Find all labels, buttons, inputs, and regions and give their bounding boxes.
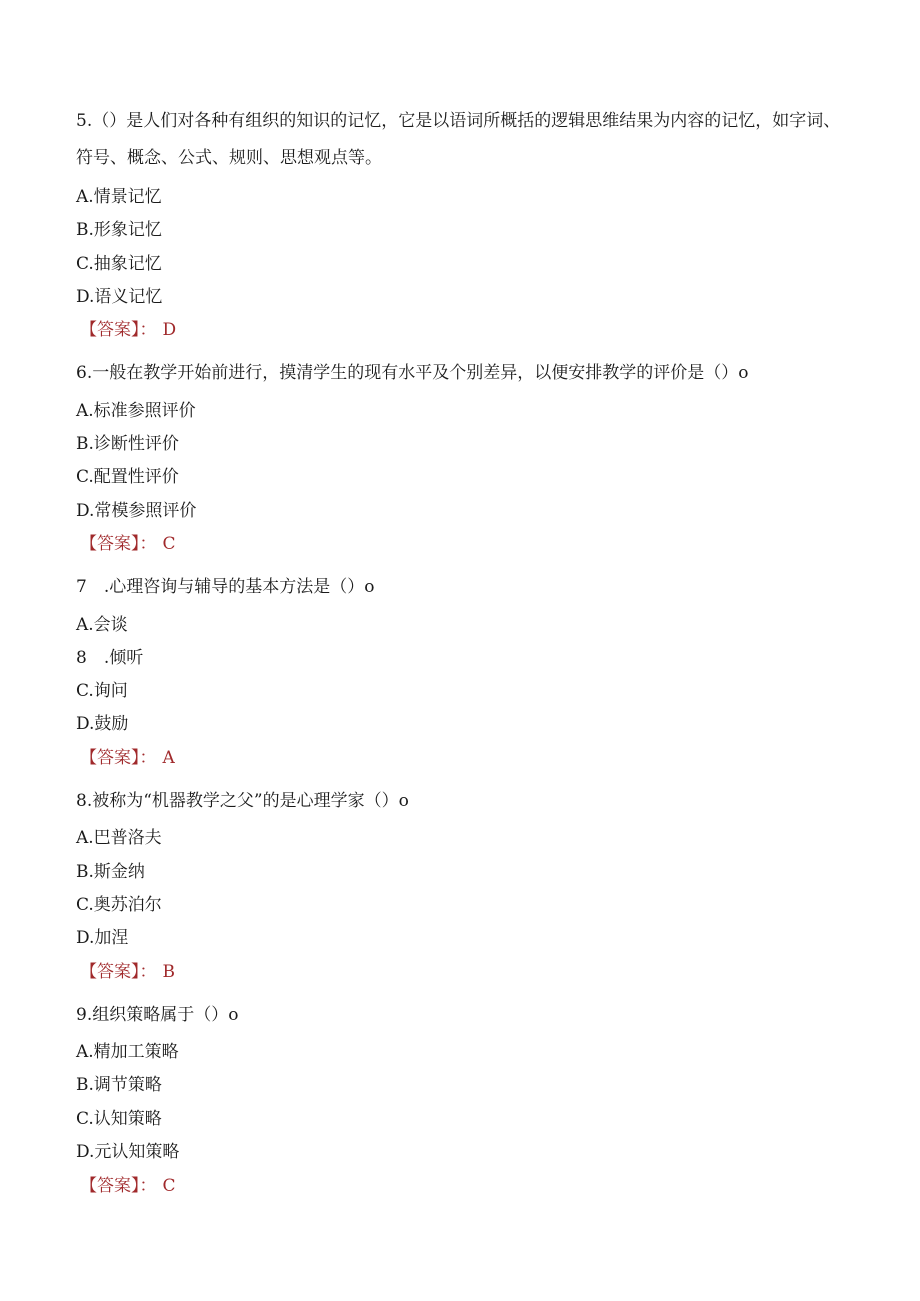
question-5-option-b: B.形象记忆 [76,220,162,240]
question-6-text: 6.一般在教学开始前进行，摸清学生的现有水平及个别差异，以便安排教学的评价是（）o [76,363,749,383]
question-8-option-a: A.巴普洛夫 [76,828,162,848]
question-6-option-c: C.配置性评价 [76,467,179,487]
question-8-text: 8.被称为“机器教学之父”的是心理学家（）o [76,791,409,811]
question-9-answer [80,1175,176,1197]
answer-letter: B [162,962,175,982]
question-9-option-c: C.认知策略 [76,1109,162,1129]
question-9-option-d: D.元认知策略 [76,1142,180,1162]
question-8-option-c: C.奥苏泊尔 [76,895,162,915]
answer-letter: A [162,748,175,768]
question-7-text: 7 .心理咨询与辅导的基本方法是（）o [76,577,375,597]
question-9-option-b: B.调节策略 [76,1075,162,1095]
answer-label: 【答案】： [80,534,157,554]
answer-letter: C [162,534,176,554]
question-9-option-a: A.精加工策略 [76,1042,179,1062]
question-7-option-a: A.会谈 [76,615,128,635]
question-5-answer [80,319,176,341]
answer-label: 【答案】： [80,320,157,340]
question-6-option-a: A.标准参照评价 [76,401,196,421]
question-6-option-b: B.诊断性评价 [76,434,179,454]
question-7-option-b: 8 .倾听 [76,648,144,668]
question-5-text: 5.（）是人们对各种有组织的知识的记忆，它是以语词所概括的逻辑思维结果为内容的记忆，如字词、符号、概念、公式、规则、思想观点等。 [76,111,841,168]
question-5-option-c: C.抽象记忆 [76,254,162,274]
question-5-option-a: A.情景记忆 [76,187,162,207]
answer-label: 【答案】： [80,962,157,982]
question-5-option-d: D.语义记忆 [76,287,163,307]
question-6-answer [80,533,176,555]
question-8-answer [80,961,175,983]
question-9-text: 9.组织策略属于（）o [76,1005,239,1025]
answer-label: 【答案】： [80,1176,157,1196]
question-6-option-d: D.常模参照评价 [76,501,197,521]
answer-label: 【答案】： [80,748,157,768]
question-8-option-d: D.加涅 [76,928,129,948]
answer-letter: C [162,1176,176,1196]
question-7-option-c: C.询问 [76,681,128,701]
question-7-answer [80,747,175,769]
question-7-option-d: D.鼓励 [76,714,129,734]
answer-letter: D [162,320,177,340]
question-8-option-b: B.斯金纳 [76,862,145,882]
